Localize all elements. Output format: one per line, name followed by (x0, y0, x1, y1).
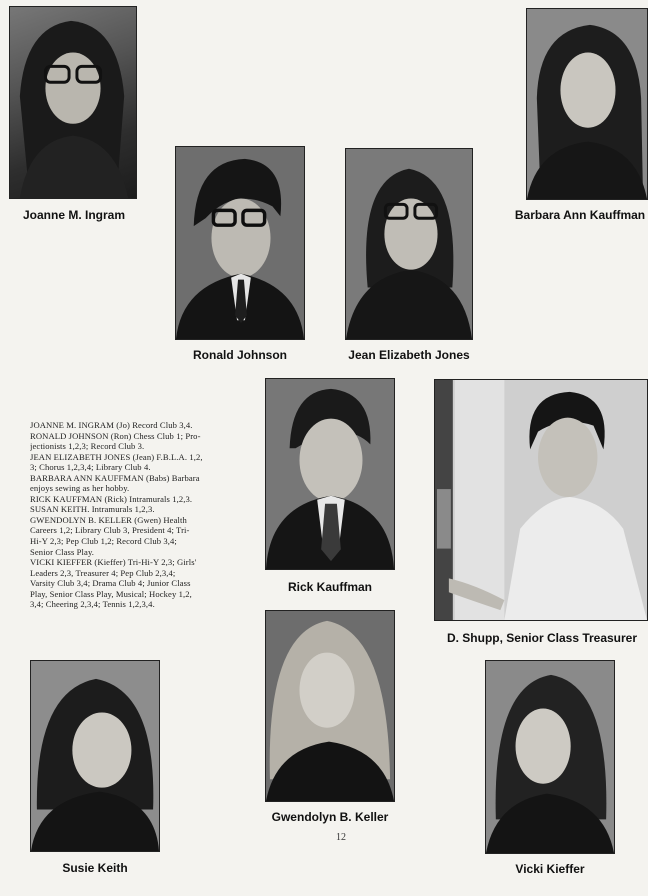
portrait-photo-joanne-ingram (9, 6, 137, 199)
portrait-photo-barbara-kauffman (526, 8, 648, 200)
bio-line: 3; Chorus 1,2,3,4; Library Club 4. (30, 462, 151, 473)
bio-line: RONALD JOHNSON (Ron) Chess Club 1; Pro- (30, 430, 201, 441)
caption-susie-keith: Susie Keith (62, 861, 128, 875)
portrait-photo-d-shupp (434, 379, 648, 621)
caption-jean-jones: Jean Elizabeth Jones (348, 348, 470, 362)
caption-rick-kauffman: Rick Kauffman (287, 580, 373, 594)
caption-d-shupp: D. Shupp, Senior Class Treasurer (446, 631, 638, 645)
bio-line: 3,4; Cheering 2,3,4; Tennis 1,2,3,4. (30, 599, 155, 610)
caption-joanne-ingram: Joanne M. Ingram (22, 208, 126, 222)
caption-ronald-johnson: Ronald Johnson (193, 348, 287, 362)
page-number: 12 (336, 832, 346, 843)
bio-line: Varsity Club 3,4; Drama Club 4; Junior Class (30, 578, 191, 589)
bio-line: BARBARA ANN KAUFFMAN (Babs) Barbara (30, 472, 200, 483)
portrait-photo-vicki-kieffer (485, 660, 615, 854)
bio-line: Senior Class Play. (30, 546, 95, 557)
bio-line: GWENDOLYN B. KELLER (Gwen) Health (30, 514, 187, 525)
bio-line: Hi-Y 2,3; Pep Club 1,2; Record Club 3,4; (30, 536, 177, 547)
bio-line: JOANNE M. INGRAM (Jo) Record Club 3,4. (30, 420, 193, 430)
bio-line: SUSAN KEITH. Intramurals 1,2,3. (30, 504, 155, 515)
bio-line: RICK KAUFFMAN (Rick) Intramurals 1,2,3. (30, 493, 193, 504)
bio-line: VICKI KIEFFER (Kieffer) Tri-Hi-Y 2,3; Girls' (30, 557, 197, 568)
caption-gwendolyn-keller: Gwendolyn B. Keller (271, 810, 389, 824)
portrait-photo-rick-kauffman (265, 378, 395, 570)
caption-barbara-kauffman: Barbara Ann Kauffman (514, 208, 646, 222)
portrait-photo-susie-keith (30, 660, 160, 852)
bio-line: Play, Senior Class Play, Musical; Hockey 1,2, (30, 588, 192, 599)
bio-line: Leaders 2,3, Treasurer 4; Pep Club 2,3,4; (30, 567, 176, 578)
bio-line: jectionists 1,2,3; Record Club 3. (30, 441, 145, 452)
portrait-photo-ronald-johnson (175, 146, 305, 340)
bio-line: JEAN ELIZABETH JONES (Jean) F.B.L.A. 1,2, (30, 451, 203, 462)
bio-line: enjoys sewing as her hobby. (30, 483, 130, 494)
portrait-photo-jean-jones (345, 148, 473, 340)
senior-activities-text (30, 420, 246, 610)
portrait-photo-gwendolyn-keller (265, 610, 395, 802)
caption-vicki-kieffer: Vicki Kieffer (515, 862, 585, 876)
bio-line: Careers 1,2; Library Club 3, President 4; Tri- (30, 525, 190, 536)
